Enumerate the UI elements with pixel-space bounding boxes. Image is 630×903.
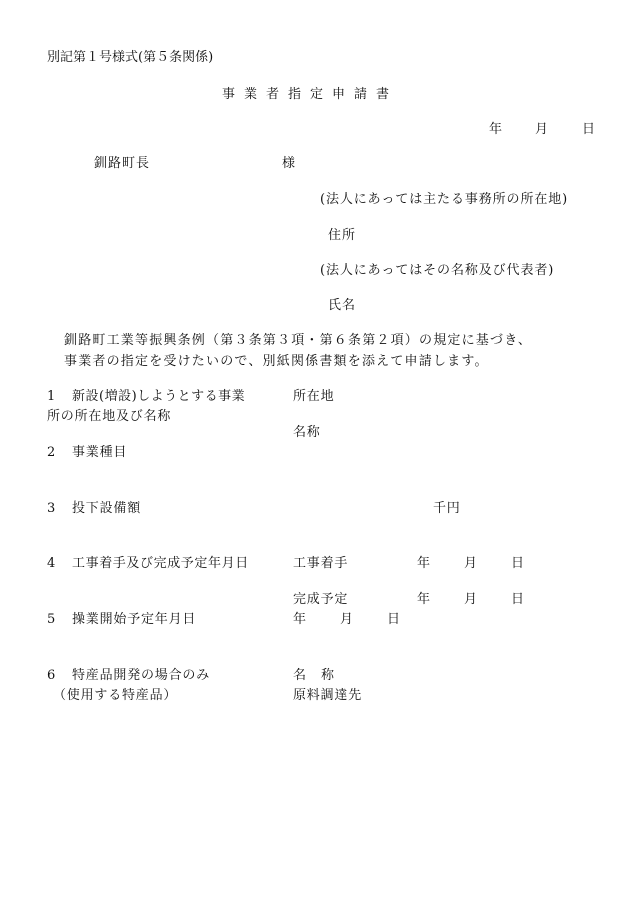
item-5-number: 5	[47, 612, 56, 627]
applicant-name-label: 氏名	[328, 298, 357, 313]
item-4-number: 4	[47, 556, 56, 571]
item-4-complete-year: 年	[417, 592, 431, 607]
item-6-supplier-label: 原料調達先	[293, 688, 363, 703]
item-4-start-year: 年	[417, 556, 431, 571]
item-3-number: 3	[47, 501, 56, 516]
item-4-complete-month: 月	[464, 592, 478, 607]
item-4-complete-day: 日	[511, 592, 525, 607]
date-month-label: 月	[535, 122, 549, 137]
item-5-day: 日	[387, 612, 401, 627]
item-6-label-line-2: （使用する特産品）	[53, 688, 178, 703]
item-1-name-label: 名称	[293, 425, 321, 440]
item-1-label-line-1: 新設(増設)しようとする事業	[72, 389, 246, 404]
applicant-name-note: (法人にあってはその名称及び代表者)	[320, 263, 555, 278]
item-3-label: 投下設備額	[72, 501, 142, 516]
item-5-label: 操業開始予定年月日	[72, 612, 197, 627]
item-6-label-line-1: 特産品開発の場合のみ	[72, 668, 211, 683]
form-number: 別記第１号様式(第５条関係)	[47, 50, 214, 65]
item-4-start-month: 月	[464, 556, 478, 571]
form-title: 事業者指定申請書	[222, 87, 399, 102]
item-2-number: 2	[47, 445, 56, 460]
item-4-label: 工事着手及び完成予定年月日	[72, 556, 249, 571]
item-6-number: 6	[47, 668, 56, 683]
item-1-number: 1	[47, 389, 56, 404]
item-6-name-label: 名 称	[293, 668, 336, 683]
date-year-label: 年	[489, 122, 503, 137]
applicant-address-note: (法人にあっては主たる事務所の所在地)	[320, 192, 569, 207]
item-1-location-label: 所在地	[293, 389, 335, 404]
item-4-start-day: 日	[511, 556, 525, 571]
intro-line-1: 釧路町工業等振興条例（第３条第３項・第６条第２項）の規定に基づき、	[64, 333, 533, 348]
addressee-honorific: 様	[282, 156, 296, 171]
date-day-label: 日	[582, 122, 596, 137]
intro-line-2: 事業者の指定を受けたいので、別紙関係書類を添えて申請します。	[64, 354, 489, 369]
item-5-year: 年	[293, 612, 307, 627]
applicant-address-label: 住所	[328, 228, 357, 243]
item-4-start-label: 工事着手	[293, 556, 349, 571]
item-1-label-line-2: 所の所在地及び名称	[47, 409, 172, 424]
addressee-name: 釧路町長	[94, 156, 151, 171]
item-3-unit: 千円	[433, 501, 461, 516]
item-4-complete-label: 完成予定	[293, 592, 349, 607]
item-2-label: 事業種目	[72, 445, 128, 460]
item-5-month: 月	[340, 612, 354, 627]
